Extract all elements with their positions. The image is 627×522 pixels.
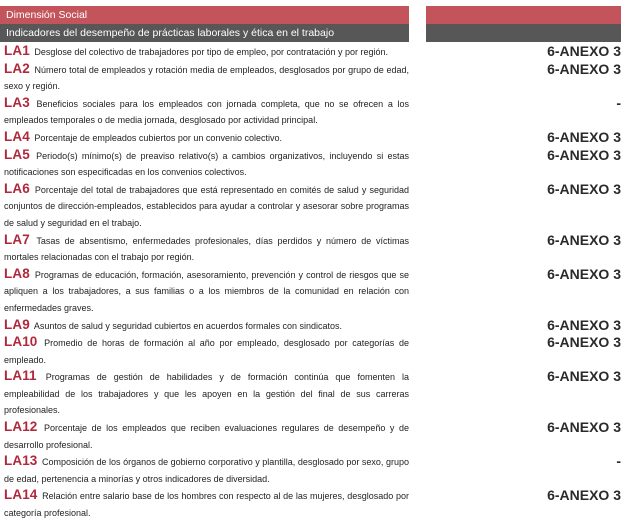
indicator-code: LA7 bbox=[4, 231, 30, 247]
indicator-code: LA6 bbox=[4, 180, 30, 196]
indicator-row bbox=[0, 95, 627, 129]
indicator-row bbox=[0, 419, 627, 453]
indicator-description: Composición de los órganos de gobierno corporativo y plantilla, desglosado por sexo, grupo de edad, pertenencia a minorías y otros indicadores de diversidad. bbox=[4, 457, 409, 484]
right-column-subheader-bar bbox=[426, 24, 621, 42]
indicator-row bbox=[0, 266, 627, 317]
indicator-description: Tasas de absentismo, enfermedades profesionales, días perdidos y número de víctimas mortales relacionadas con el trabajo por región. bbox=[4, 235, 410, 263]
indicator-reference: - bbox=[616, 94, 621, 111]
indicator-reference: 6-ANEXO 3 bbox=[547, 60, 621, 77]
indicator-code: LA4 bbox=[4, 128, 30, 144]
indicator-reference: - bbox=[616, 453, 621, 470]
right-column-header-bar bbox=[426, 6, 621, 24]
indicator-reference: 6-ANEXO 3 bbox=[547, 334, 621, 351]
indicator-code: LA12 bbox=[4, 419, 38, 435]
indicator-reference: 6-ANEXO 3 bbox=[547, 419, 621, 436]
indicator-row bbox=[0, 368, 627, 419]
indicator-description: Número total de empleados y rotación media de empleados, desglosados por grupo de edad, sexo y región. bbox=[4, 64, 409, 92]
indicator-row bbox=[0, 453, 627, 487]
indicator-reference: 6-ANEXO 3 bbox=[547, 231, 621, 248]
indicator-description: Relación entre salario base de los hombres con respecto al de las mujeres, desglosado por categoría profesional. bbox=[4, 491, 409, 519]
indicator-reference: 6-ANEXO 3 bbox=[547, 368, 621, 385]
indicator-row bbox=[0, 61, 627, 95]
indicator-code: LA10 bbox=[4, 334, 38, 350]
indicator-row bbox=[0, 334, 627, 368]
indicator-description: Asuntos de salud y seguridad cubiertos en acuerdos formales con sindicatos. bbox=[33, 320, 343, 331]
indicator-row bbox=[0, 147, 627, 181]
indicator-row bbox=[0, 129, 627, 147]
indicator-description: Porcentaje del total de trabajadores que está representado en comités de salud y seguridad conjuntos de dirección-empleados, establecidos para ayudar a controlar y asesorar sobre programas de salud y seguridad en el trabajo. bbox=[4, 184, 409, 228]
indicator-description: Promedio de horas de formación al año por empleado, desglosado por categorías de empleado. bbox=[4, 338, 409, 365]
indicator-code: LA8 bbox=[4, 265, 30, 281]
indicator-reference: 6-ANEXO 3 bbox=[547, 128, 621, 145]
indicator-description: Porcentaje de los empleados que reciben evaluaciones regulares de desempeño y de desarrollo profesional. bbox=[4, 423, 409, 450]
indicator-code: LA2 bbox=[4, 60, 30, 76]
indicator-description: Porcentaje de empleados cubiertos por un convenio colectivo. bbox=[34, 132, 282, 143]
indicator-code: LA5 bbox=[4, 146, 30, 162]
indicator-description: Beneficios sociales para los empleados con jornada completa, que no se ofrecen a los empleados temporales o de media jornada, desglosado por actividad principal. bbox=[4, 98, 409, 126]
indicator-description: Programas de gestión de habilidades y de formación continúa que fomenten la empleabilidad de los trabajadores y que les apoyen en la gestión del final de sus carreras profesionales. bbox=[4, 372, 409, 416]
indicator-code: LA14 bbox=[4, 487, 38, 503]
indicator-code: LA1 bbox=[4, 43, 30, 58]
indicator-code: LA9 bbox=[4, 316, 30, 332]
section-title: Dimensión Social bbox=[0, 6, 409, 24]
indicator-row bbox=[0, 232, 627, 266]
indicator-row bbox=[0, 43, 627, 61]
indicator-reference: 6-ANEXO 3 bbox=[547, 43, 621, 59]
indicator-code: LA3 bbox=[4, 94, 30, 110]
indicator-reference: 6-ANEXO 3 bbox=[547, 487, 621, 504]
indicator-row bbox=[0, 317, 627, 335]
indicator-reference: 6-ANEXO 3 bbox=[547, 316, 621, 333]
indicator-code: LA11 bbox=[4, 368, 37, 384]
indicator-row bbox=[0, 487, 627, 521]
subsection-title: Indicadores del desempeño de prácticas laborales y ética en el trabajo bbox=[0, 24, 409, 42]
indicator-code: LA13 bbox=[4, 453, 38, 469]
indicator-description: Programas de educación, formación, asesoramiento, prevención y control de riesgos que se apliquen a los trabajadores, a sus familias o a los miembros de la comunidad en relación con enfermedades graves. bbox=[4, 269, 409, 313]
indicator-description: Periodo(s) mínimo(s) de preaviso relativo(s) a cambios organizativos, incluyendo si estas notificaciones son especificadas en los convenios colectivos. bbox=[4, 150, 409, 178]
indicator-row bbox=[0, 181, 627, 232]
indicator-reference: 6-ANEXO 3 bbox=[547, 265, 621, 282]
indicator-reference: 6-ANEXO 3 bbox=[547, 146, 621, 163]
indicator-description: Desglose del colectivo de trabajadores por tipo de empleo, por contratación y por región. bbox=[34, 47, 389, 57]
indicator-list bbox=[0, 43, 627, 522]
indicator-reference: 6-ANEXO 3 bbox=[547, 180, 621, 197]
